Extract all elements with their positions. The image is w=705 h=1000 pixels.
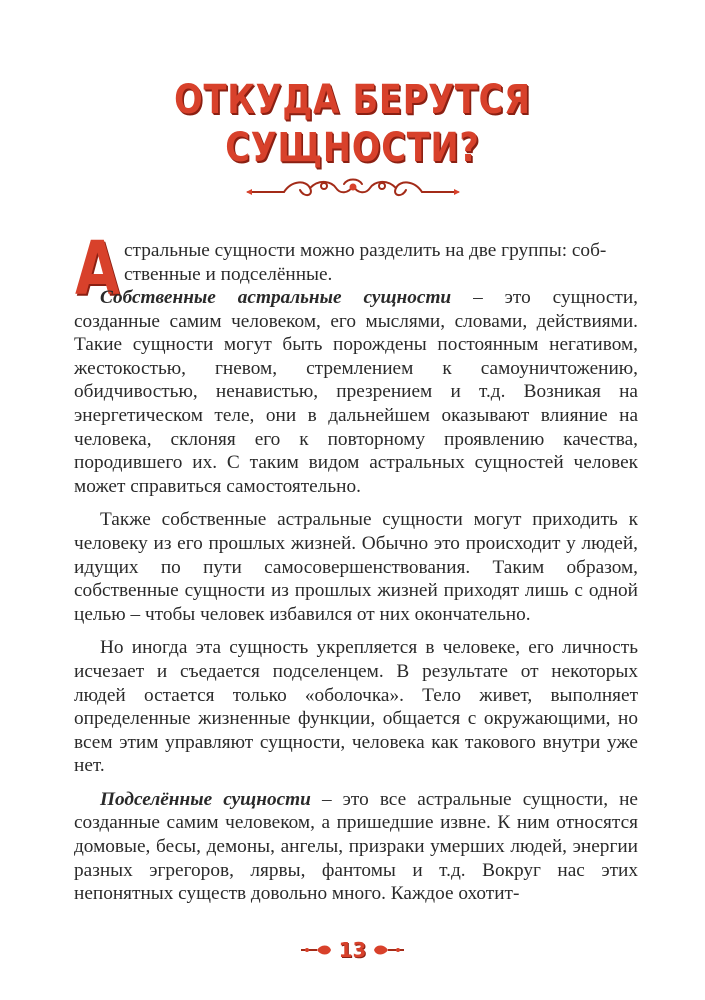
page-footer [0, 938, 705, 962]
title-line-2: СУЩНОСТИ? [225, 125, 480, 171]
intro-line-1: стральные сущности можно разделить на две группы: соб- [124, 240, 607, 261]
intro-line-2: ственные и подселённые. [124, 263, 333, 285]
title-ornament-icon [244, 176, 462, 198]
paragraph-4-text: – это все астральные сущности, не созданные самим человеком, а пришедшие извне. К ним относятся домовые, бесы, демоны, ангелы, призраки умерших людей, энергии разных эгрегоров, лярвы, фантомы и т.д. Вокруг нас этих непонятных существ довольно много. Каждое охотит- [74, 788, 638, 905]
title-line-1: ОТКУДА БЕРУТСЯ [174, 77, 531, 123]
paragraph-4 [74, 788, 638, 906]
drop-cap: А [75, 226, 120, 312]
left-ornament-icon [299, 943, 333, 957]
term-settled-entities: Подселённые сущности [100, 788, 311, 810]
paragraph-1-text: – это сущности, созданные самим человеком, его мыслями, словами, действиями. Такие сущности могут быть порождены постоянным негативом, жестокостью, гневом, стремлением к самоуничтожению, обидчивостью, ненавистью, презрением и т.д. Возникая на энергетическом теле, они в дальнейшем оказывают влияние на человека, склоняя его к повторному проявлению качества, породившего их. С таким видом астральных сущностей человек может справиться самостоятельно. [74, 287, 638, 497]
paragraph-2: Также собственные астральные сущности могут приходить к человеку из его прошлых жизней. Обычно это происходит у людей, идущих по пути самосовершенствования. Таким образом, собственные сущности из прошлых жизней приходят лишь с одной целью – чтобы человек избавился от них окончательно. [74, 509, 638, 625]
intro-lines [124, 239, 638, 286]
term-own-entities: Собственные астральные сущности [100, 287, 452, 308]
body-text [74, 286, 638, 906]
right-ornament-icon [372, 943, 406, 957]
page-number: 13 [338, 938, 367, 962]
paragraph-1 [74, 286, 638, 498]
paragraph-3: Но иногда эта сущность укрепляется в человеке, его личность исчезает и съедается подселенцем. В результате от некоторых людей остается только «оболочка». Тело живет, выполняет определенные жизненные функции, общается с окружающими, но всем этим управляют сущности, человека как такового внутри уже нет. [74, 637, 638, 777]
